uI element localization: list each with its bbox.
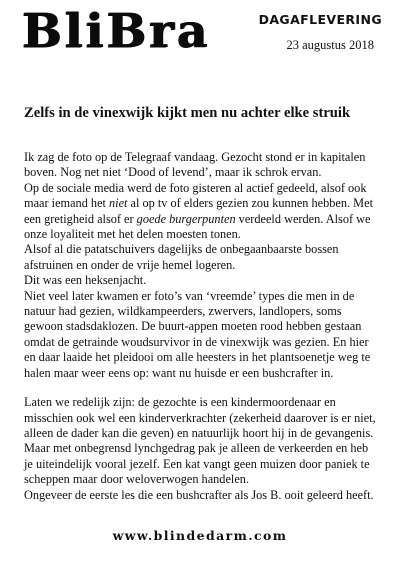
article-line: scheppen maar door weloverwogen handelen.: [24, 472, 250, 487]
article-body: [24, 150, 386, 503]
article-line: [24, 212, 386, 227]
text-run: al op tv of elders gezien zou kunnen hebben. Met: [127, 196, 373, 211]
article-line: gewoon stadsdaklozen. De buurt-appen moeten rood hebben gestaan: [24, 319, 362, 334]
article-line: Op de sociale media werd de foto gisteren al actief gedeeld, alsof ook: [24, 180, 367, 195]
emphasis-text: goede burgerpunten: [136, 211, 236, 226]
article-line: boven. Nog net niet ‘Dood of levend’, maar ik schrok ervan.: [24, 165, 322, 180]
text-run: verdeeld werden. Alsof we: [235, 211, 371, 226]
article-line: je uiteindelijk vooral jezelf. Een kat vangt geen muizen door paniek te: [24, 456, 370, 471]
publication-date: 23 augustus 2018: [286, 38, 374, 52]
website-link[interactable]: www.blindedarm.com: [112, 528, 288, 543]
article-line: Ik zag de foto op de Telegraaf vandaag. Gezocht stond er in kapitalen: [24, 150, 366, 164]
edition-label: DAGAFLEVERING: [258, 12, 382, 27]
article-line: alleen de dader kan die geven) en natuurlijk hoort hij in de gevangenis.: [24, 425, 374, 440]
text-run: maar iemand het: [24, 196, 110, 211]
article-line: [24, 196, 386, 211]
masthead: [22, 6, 382, 64]
article-headline: Zelfs in de vinexwijk kijkt men nu achter elke struik: [24, 105, 351, 121]
text-run: een gretigheid alsof er: [24, 211, 137, 226]
article-line: afstruinen en onder de vrije hemel logeren.: [24, 257, 236, 272]
article-line: Maar met onbegrensd lynchgedrag pak je alleen de verkeerden en heb: [24, 441, 369, 456]
article-line: halen maar weer eens op: want nu huisde er een bushcrafter in.: [24, 365, 334, 380]
article-line: onze loyaliteit met het delen moesten tonen.: [24, 227, 241, 242]
article-line: Ongeveer de eerste les die een bushcrafter als Jos B. ooit geleerd heeft.: [24, 487, 374, 502]
article-line: Niet veel later kwamen er foto’s van ‘vreemde’ types die men in de: [24, 288, 355, 303]
masthead-logo: BliBra: [22, 4, 211, 59]
article-line: Alsof al die patatschuivers dagelijks de onbegaanbaarste bossen: [24, 242, 339, 257]
article-line: en daar laaide het pleidooi om alle heesters in het plantsoenetje weg te: [24, 350, 371, 365]
article-line: omdat de getrainde woudsurvivor in de vinexwijk was gezien. En hier: [24, 334, 369, 349]
emphasis-text: niet: [109, 196, 128, 211]
article-line: Dit was een heksenjacht.: [24, 273, 147, 288]
article-line: natuur had gezien, wildkampeerders, zwervers, landlopers, soms: [24, 304, 342, 319]
article-line: Laten we redelijk zijn: de gezochte is een kindermoordenaar en: [24, 395, 336, 410]
article-line: misschien ook wel een kinderverkrachter (zekerheid daarover is er niet,: [24, 410, 376, 425]
paragraph-break: [24, 381, 386, 395]
